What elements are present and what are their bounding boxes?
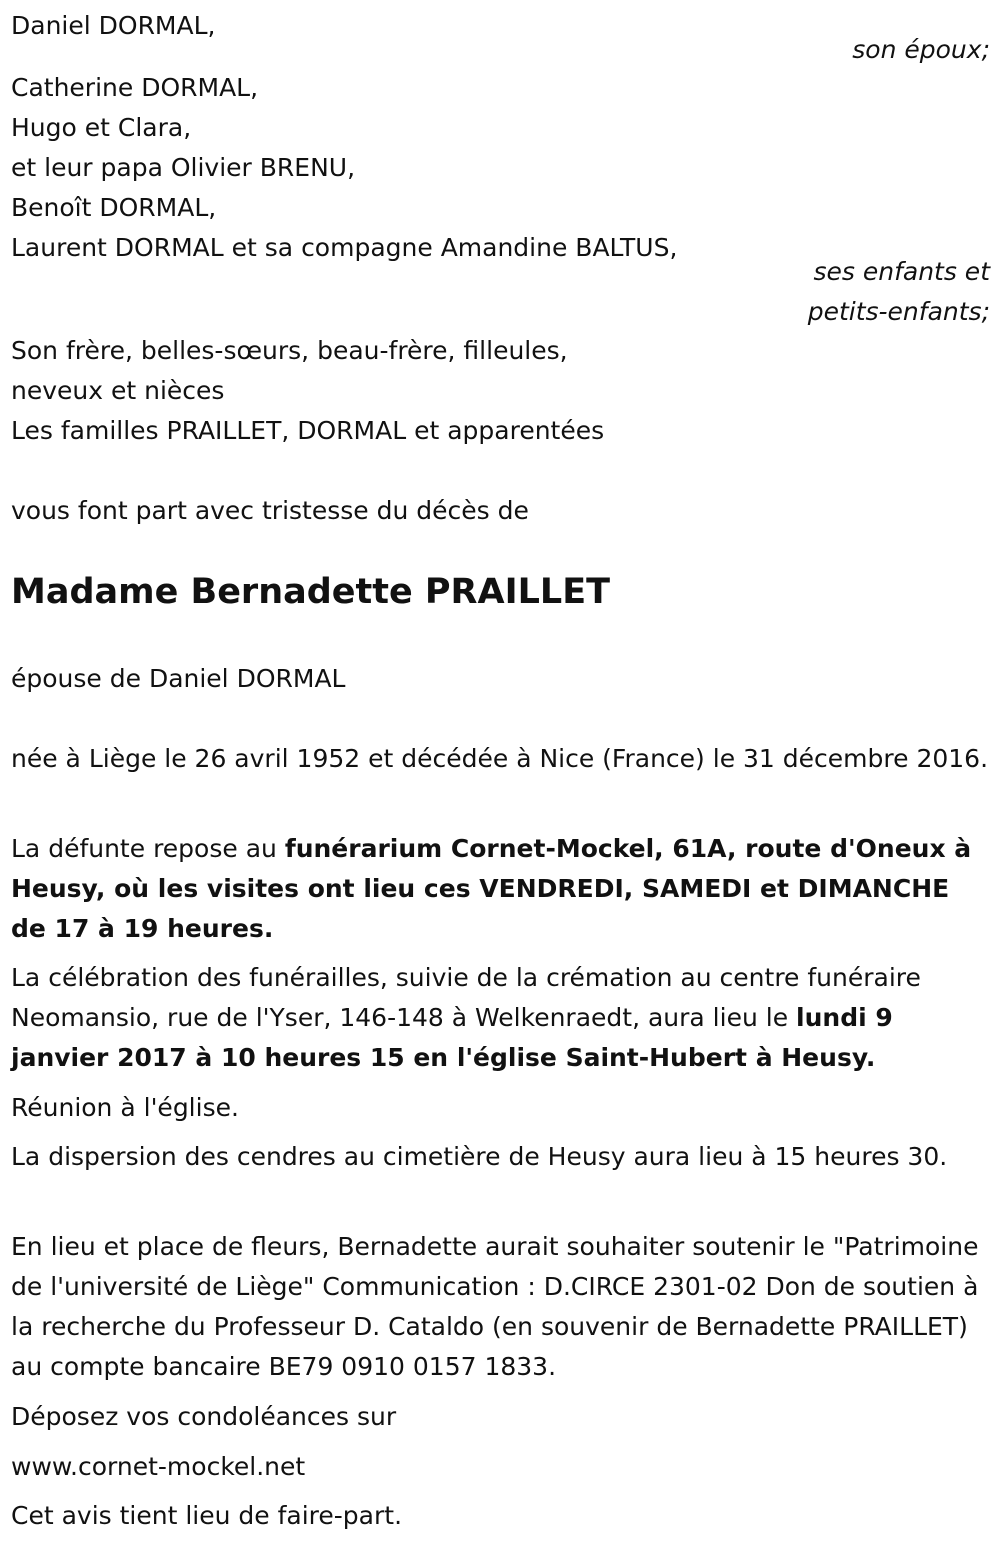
ashes-paragraph: La dispersion des cendres au cimetière de Heusy aura lieu à 15 heures 30. bbox=[11, 1142, 948, 1171]
visitation-details: funérarium Cornet-Mockel, 61A, route d'Oneux à Heusy, où les visites ont lieu ces VENDREDI, SAMEDI et DIMANCHE de 17 à 19 heures. bbox=[11, 834, 972, 943]
relatives-line: neveux et nièces bbox=[11, 376, 225, 405]
child-line: Catherine DORMAL, bbox=[11, 73, 259, 102]
spouse-line: épouse de Daniel DORMAL bbox=[11, 664, 346, 693]
birth-death-paragraph: née à Liège le 26 avril 1952 et décédée à Nice (France) le 31 décembre 2016. bbox=[11, 744, 989, 773]
deceased-name: Madame Bernadette PRAILLET bbox=[11, 572, 610, 612]
announcement-text: vous font part avec tristesse du décès de bbox=[11, 496, 529, 525]
condolences-label: Déposez vos condoléances sur bbox=[11, 1402, 397, 1431]
visitation-intro: La défunte repose au bbox=[11, 834, 285, 863]
spouse-role: son époux; bbox=[852, 35, 990, 64]
donation-paragraph: En lieu et place de fleurs, Bernadette aurait souhaiter soutenir le "Patrimoine de l'université de Liège" Communication : D.CIRCE 2301-02 Don de soutien à la recherche du Professeur D. Cataldo (en souvenir de Bernadette PRAILLET) au compte bancaire BE79 0910 0157 1833. bbox=[11, 1232, 979, 1381]
closing-text: Cet avis tient lieu de faire-part. bbox=[11, 1501, 403, 1530]
ceremony-paragraph bbox=[11, 958, 991, 1078]
children-role-line2: petits-enfants; bbox=[807, 297, 990, 326]
relatives-line: Les familles PRAILLET, DORMAL et apparentées bbox=[11, 416, 605, 445]
child-line: Laurent DORMAL et sa compagne Amandine BALTUS, bbox=[11, 233, 678, 262]
child-line: Hugo et Clara, bbox=[11, 113, 192, 142]
ceremony-details: lundi 9 janvier 2017 à 10 heures 15 en l'église Saint-Hubert à Heusy. bbox=[11, 1003, 893, 1072]
website-link[interactable]: www.cornet-mockel.net bbox=[11, 1452, 306, 1481]
child-line: Benoît DORMAL, bbox=[11, 193, 217, 222]
relatives-line: Son frère, belles-sœurs, beau-frère, filleules, bbox=[11, 336, 568, 365]
children-role-line1: ses enfants et bbox=[813, 257, 990, 286]
reunion-text: Réunion à l'église. bbox=[11, 1093, 239, 1122]
visitation-paragraph bbox=[11, 829, 991, 949]
spouse-name: Daniel DORMAL, bbox=[11, 11, 216, 40]
ceremony-intro: La célébration des funérailles, suivie de la crémation au centre funéraire Neomansio, rue de l'Yser, 146-148 à Welkenraedt, aura lieu le bbox=[11, 963, 921, 1032]
child-line: et leur papa Olivier BRENU, bbox=[11, 153, 356, 182]
